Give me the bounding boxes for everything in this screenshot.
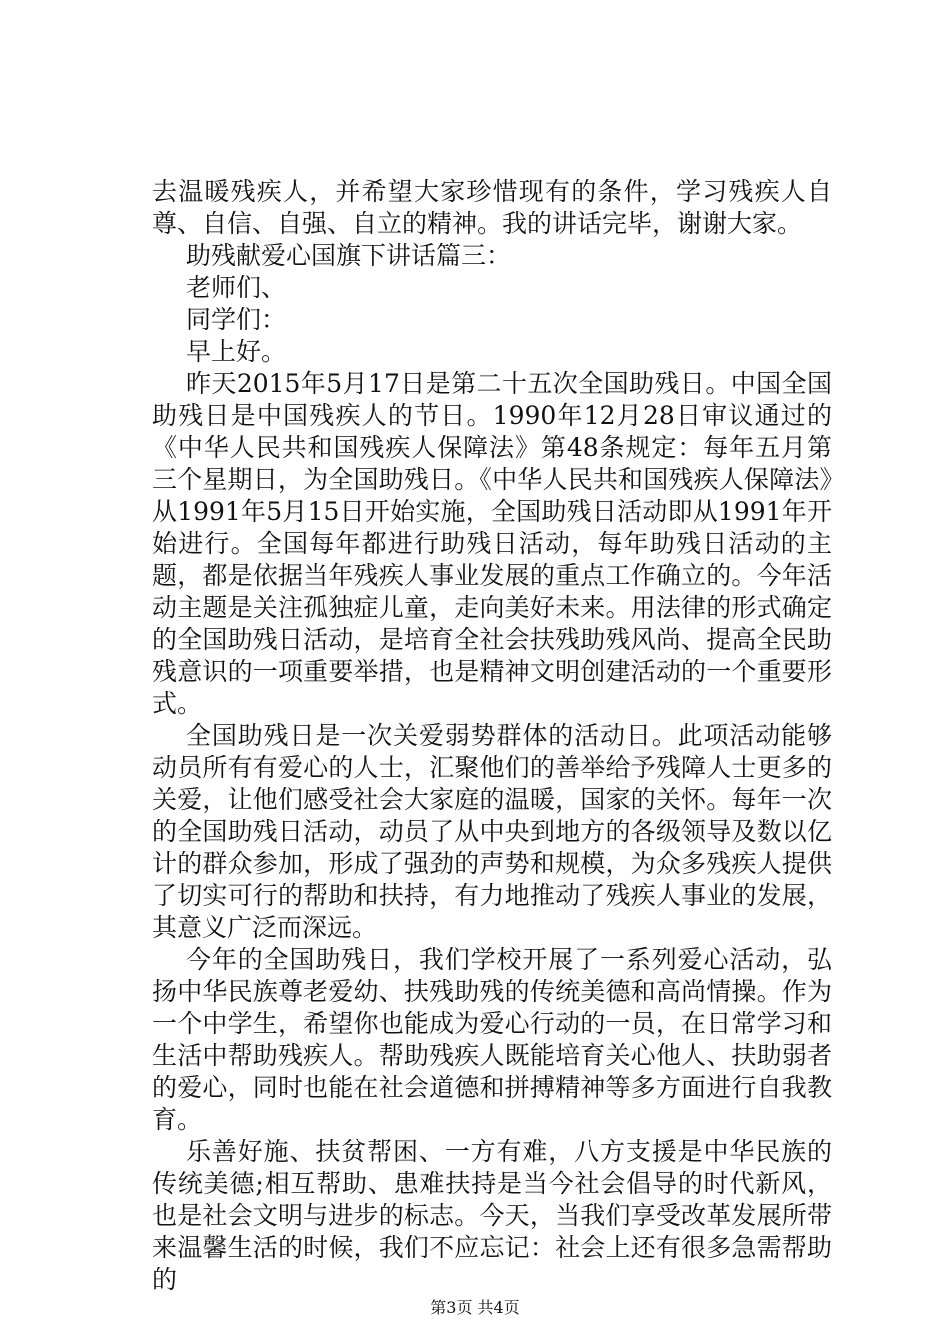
salutation-students: 同学们： (186, 305, 287, 334)
salutation-teachers: 老师们、 (186, 273, 287, 302)
page-number-footer: 第3页 共4页 (430, 1298, 520, 1317)
paragraph-virtues: 乐善好施、扶贫帮困、一方有难，八方支援是中华民族的传统美德;相互帮助、患难扶持是当今社会倡导的时代新风，也是社会文明与进步的标志。今天，当我们享受改革发展所带来温馨生活的时候，我们不应忘记：社会上还有很多急需帮助的 (152, 1137, 832, 1294)
paragraph-significance: 全国助残日是一次关爱弱势群体的活动日。此项活动能够动员所有有爱心的人士，汇聚他们的善举给予残障人士更多的关爱，让他们感受社会大家庭的温暖，国家的关怀。每年一次的全国助残日活动，动员了从中央到地方的各级领导及数以亿计的群众参加，形成了强劲的声势和规模，为众多残疾人提供了切实可行的帮助和扶持，有力地推动了残疾人事业的发展，其意义广泛而深远。 (152, 721, 832, 942)
paragraph-history: 昨天2015年5月17日是第二十五次全国助残日。中国全国助残日是中国残疾人的节日。1990年12月28日审议通过的《中华人民共和国残疾人保障法》第48条规定：每年五月第三个星期日，为全国助残日。《中华人民共和国残疾人保障法》从1991年5月15日开始实施，全国助残日活动即从1991年开始进行。全国每年都进行助残日活动，每年助残日活动的主题，都是依据当年残疾人事业发展的重点工作确立的。今年活动主题是关注孤独症儿童，走向美好未来。用法律的形式确定的全国助残日活动，是培育全社会扶残助残风尚、提高全民助残意识的一项重要举措，也是精神文明创建活动的一个重要形式。 (152, 369, 832, 718)
greeting: 早上好。 (186, 337, 287, 366)
section-heading: 助残献爱心国旗下讲话篇三： (186, 241, 512, 270)
paragraph-school-activity: 今年的全国助残日，我们学校开展了一系列爱心活动，弘扬中华民族尊老爱幼、扶残助残的传统美德和高尚情操。作为一个中学生，希望你也能成为爱心行动的一员，在日常学习和生活中帮助残疾人。帮助残疾人既能培育关心他人、扶助弱者的爱心，同时也能在社会道德和拼搏精神等多方面进行自我教育。 (152, 945, 832, 1134)
paragraph-continuation: 去温暖残疾人，并希望大家珍惜现有的条件，学习残疾人自尊、自信、自强、自立的精神。我的讲话完毕，谢谢大家。 (152, 177, 832, 238)
body-text (152, 176, 832, 1296)
